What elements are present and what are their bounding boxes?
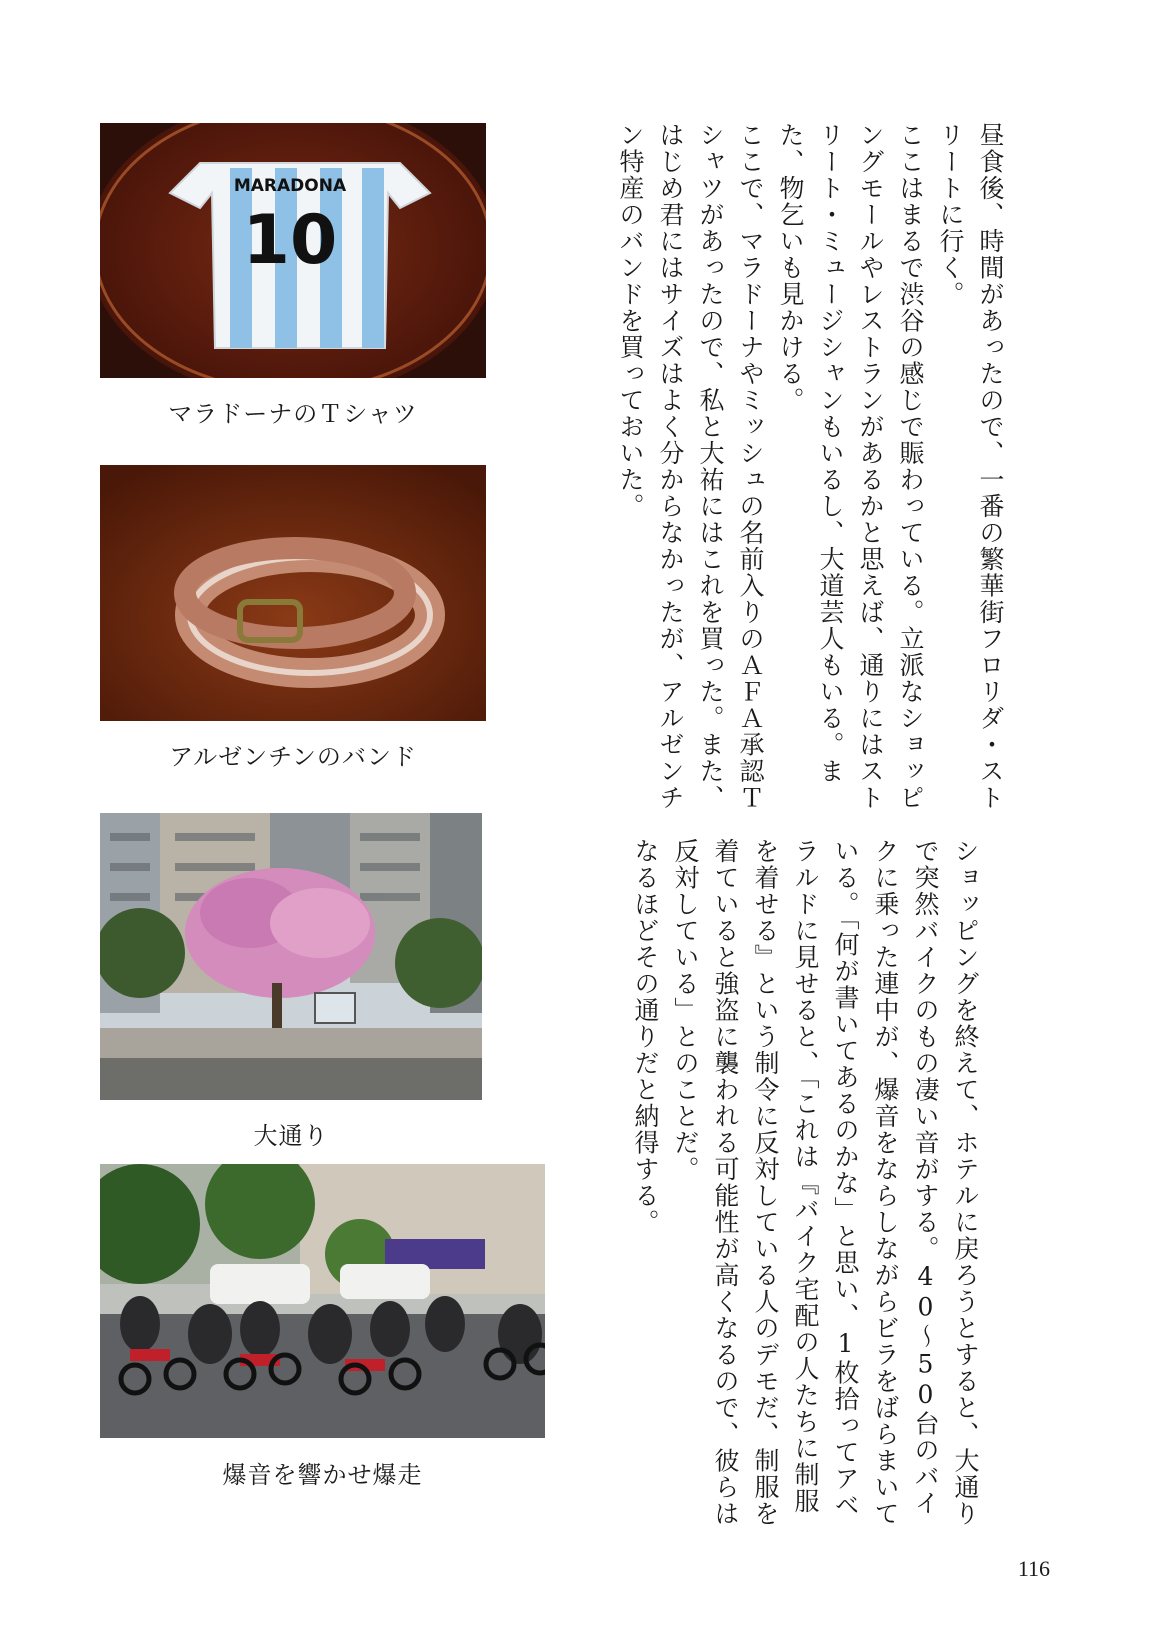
article-block-2 <box>625 838 985 1528</box>
page-number: 116 <box>1017 1556 1050 1581</box>
jersey-number-text: 10 <box>242 201 338 280</box>
paragraph: ショッピングを終えて、ホテルに戻ろうとすると、大通りで突然バイクのもの凄い音がする。40～50台のバイクに乗った連中が、爆音をならしながらビラをばらまいている。「何が書いてあるのかな」と思い、1枚拾ってアベラルドに見せると、「これは『バイク宅配の人たちに制服を着せる』という制令に反対している人のデモだ、制服を着ていると強盗に襲われる可能性が高くなるので、彼らは反対している」とのことだ。 <box>671 838 980 1527</box>
article-block-1 <box>530 122 1010 812</box>
maradona-shirt-photo <box>100 123 486 378</box>
avenue-caption: 大通り <box>253 1122 329 1150</box>
shirt-caption: マラドーナのＴシャツ <box>168 400 418 428</box>
paragraph: ここはまるで渋谷の感じで賑わっている。立派なショッピングモールやレストランがあるかと思えば、通りにはストリート・ミュージシャンもいるし、大道芸人もいる。また、物乞いも見かける。 <box>776 122 925 811</box>
belt-photo <box>100 465 486 721</box>
avenue-photo <box>100 813 482 1100</box>
motorcycle-rally-photo <box>100 1164 545 1438</box>
paragraph: なるほどその通りだと納得する。 <box>631 838 660 1236</box>
belt-caption: アルゼンチンのバンド <box>169 743 417 771</box>
jersey-name-text: MARADONA <box>233 176 347 196</box>
paragraph: 昼食後、時間があったので、一番の繁華街フロリダ・ストリートに行く。 <box>936 122 1005 811</box>
bikes-caption: 爆音を響かせ爆走 <box>222 1461 423 1489</box>
paragraph: ここで、マラドーナやミッシュの名前入りのＡＦＡ承認Ｔシャツがあったので、私と大祐にはこれを買った。また、はじめ君にはサイズはよく分からなかったが、アルゼンチン特産のバンドを買っておいた。 <box>616 122 765 811</box>
